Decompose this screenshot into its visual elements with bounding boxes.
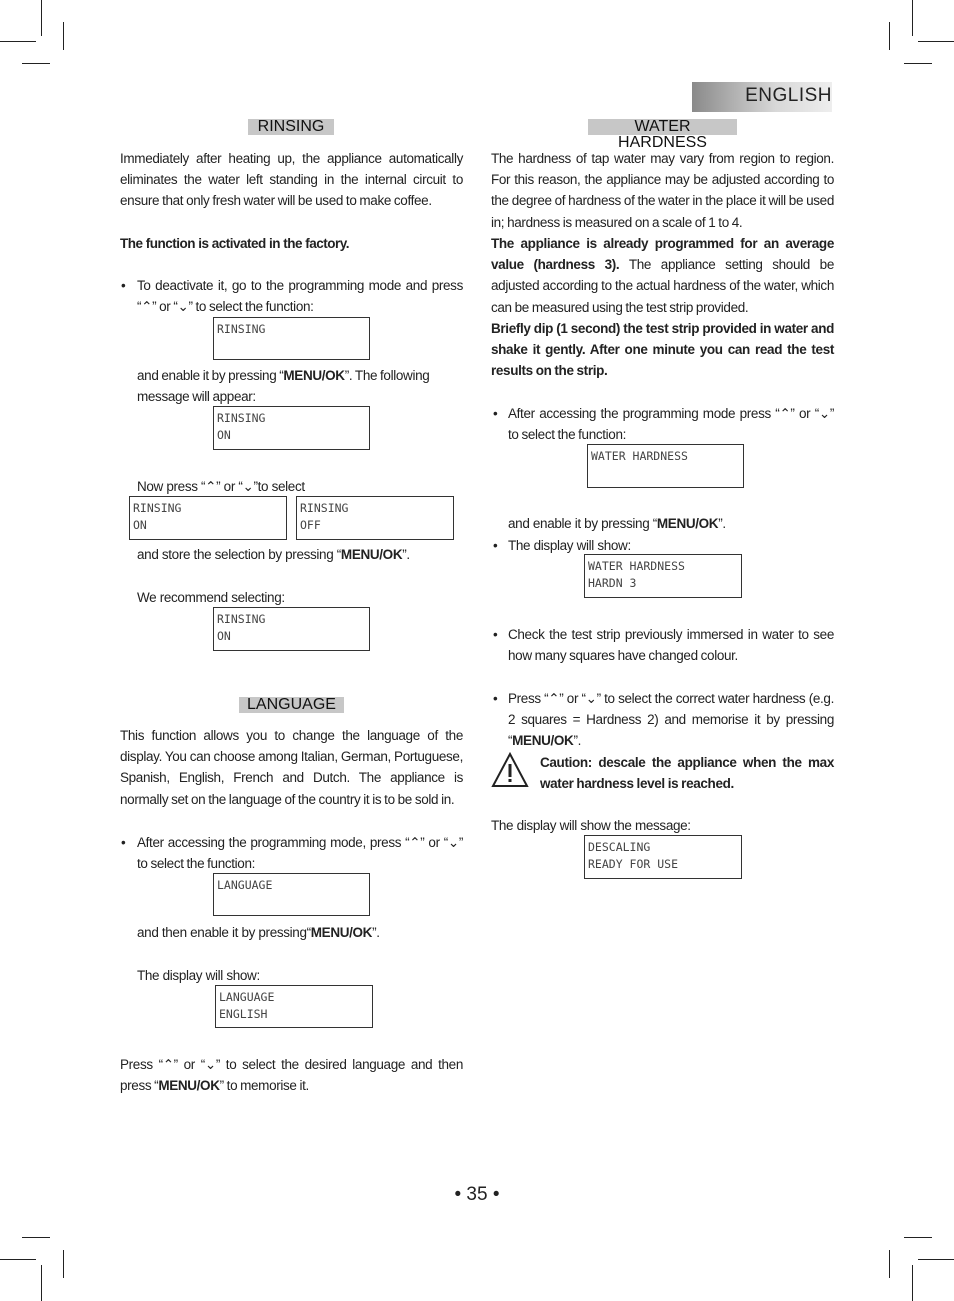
water-bullet-3: Check the test strip previously immersed in water to see how many squares have changed colour. bbox=[508, 627, 834, 664]
language-tab-label: ENGLISH bbox=[745, 85, 832, 106]
lcd-line: RINSING bbox=[217, 612, 266, 626]
bullet-icon: • bbox=[493, 691, 498, 706]
bullet-icon: • bbox=[493, 538, 498, 553]
bullet-icon: • bbox=[121, 835, 126, 850]
lcd-line: RINSING bbox=[133, 501, 182, 515]
water-caution: Caution: descale the appliance when the max water hardness level is reached. bbox=[540, 755, 834, 792]
bullet-icon: • bbox=[493, 406, 498, 421]
lcd-line: ENGLISH bbox=[219, 1007, 268, 1021]
lcd-line: RINSING bbox=[217, 322, 266, 336]
lcd-rinsing-select bbox=[213, 317, 370, 360]
water-bullet-1: After accessing the programming mode press “⌃” or “⌄” to select the function: bbox=[508, 406, 834, 443]
water-intro: The hardness of tap water may vary from region to region. For this reason, the appliance may be adjusted according to the degree of hardness of the water in the place it will be used in; hardness is measured on a scale of 1 to 4. bbox=[491, 151, 834, 230]
language-display-show: The display will show: bbox=[137, 968, 260, 983]
language-bullet-1: After accessing the programming mode, press “⌃” or “⌄” to select the function: bbox=[137, 835, 463, 872]
lcd-language-english bbox=[215, 985, 373, 1028]
lcd-water-hardness-value bbox=[584, 554, 742, 598]
lcd-language-select bbox=[213, 873, 370, 916]
warning-icon bbox=[491, 752, 529, 788]
rinsing-bullet-1: To deactivate it, go to the programming mode and press “⌃” or “⌄” to select the function: bbox=[137, 278, 463, 315]
lcd-line: LANGUAGE bbox=[219, 990, 275, 1004]
language-intro: This function allows you to change the language of the display. You can choose among Italian, German, Portuguese, Spanish, English, French and Dutch. The appliance is normally set on the language of the country it is to be sold in. bbox=[120, 728, 463, 807]
language-heading: LANGUAGE bbox=[239, 697, 344, 713]
water-enable-text: and enable it by pressing “MENU/OK”. bbox=[508, 516, 726, 531]
rinsing-now-press: Now press “⌃” or “⌄”to select bbox=[137, 479, 305, 494]
water-programmed: The appliance is already programmed for an average value (hardness 3). The appliance setting should be adjusted according to the actual hardness of the water, which can be measured using the test strip provided. bbox=[491, 236, 834, 315]
rinsing-enable-text: and enable it by pressing “MENU/OK”. The following message will appear: bbox=[137, 368, 430, 405]
lcd-rinsing-recommended bbox=[213, 607, 370, 651]
rinsing-heading: RINSING bbox=[248, 119, 334, 135]
bullet-icon: • bbox=[493, 627, 498, 642]
lcd-line: WATER HARDNESS bbox=[588, 559, 685, 573]
lcd-line: RINSING bbox=[300, 501, 349, 515]
water-bullet-4: Press “⌃” or “⌄” to select the correct water hardness (e.g. 2 squares = Hardness 2) and memorise it by pressing “MENU/OK”. bbox=[508, 691, 834, 749]
page-number: • 35 • bbox=[454, 1184, 500, 1205]
language-press-text: Press “⌃” or “⌄” to select the desired language and then press “MENU/OK” to memorise it. bbox=[120, 1057, 463, 1094]
lcd-line: WATER HARDNESS bbox=[591, 449, 688, 463]
lcd-line: ON bbox=[217, 629, 231, 643]
bullet-icon: • bbox=[121, 278, 126, 293]
lcd-rinsing-option-off bbox=[296, 496, 454, 540]
lcd-line: ON bbox=[133, 518, 147, 532]
lcd-line: RINSING bbox=[217, 411, 266, 425]
lcd-water-hardness-select bbox=[587, 444, 744, 488]
water-hardness-heading: WATER HARDNESS bbox=[588, 119, 737, 135]
lcd-rinsing-on bbox=[213, 406, 370, 450]
lcd-descaling bbox=[584, 835, 742, 879]
lcd-line: ON bbox=[217, 428, 231, 442]
language-enable-text: and then enable it by pressing“MENU/OK”. bbox=[137, 925, 380, 940]
water-bullet-2: The display will show: bbox=[508, 538, 631, 553]
lcd-line: DESCALING bbox=[588, 840, 651, 854]
rinsing-recommend: We recommend selecting: bbox=[137, 590, 285, 605]
rinsing-store-text: and store the selection by pressing “MENU/OK”. bbox=[137, 547, 410, 562]
rinsing-factory-note: The function is activated in the factory. bbox=[120, 236, 350, 251]
water-dip-instructions: Briefly dip (1 second) the test strip provided in water and shake it gently. After one minute you can read the test results on the strip. bbox=[491, 321, 834, 379]
lcd-line: OFF bbox=[300, 518, 321, 532]
lcd-line: HARDN 3 bbox=[588, 576, 637, 590]
language-tab bbox=[692, 82, 832, 112]
lcd-rinsing-option-on bbox=[129, 496, 287, 540]
rinsing-intro: Immediately after heating up, the appliance automatically eliminates the water left standing in the internal circuit to ensure that only fresh water will be used to make coffee. bbox=[120, 151, 463, 209]
lcd-line: LANGUAGE bbox=[217, 878, 273, 892]
lcd-line: READY FOR USE bbox=[588, 857, 679, 871]
water-display-msg: The display will show the message: bbox=[491, 818, 691, 833]
